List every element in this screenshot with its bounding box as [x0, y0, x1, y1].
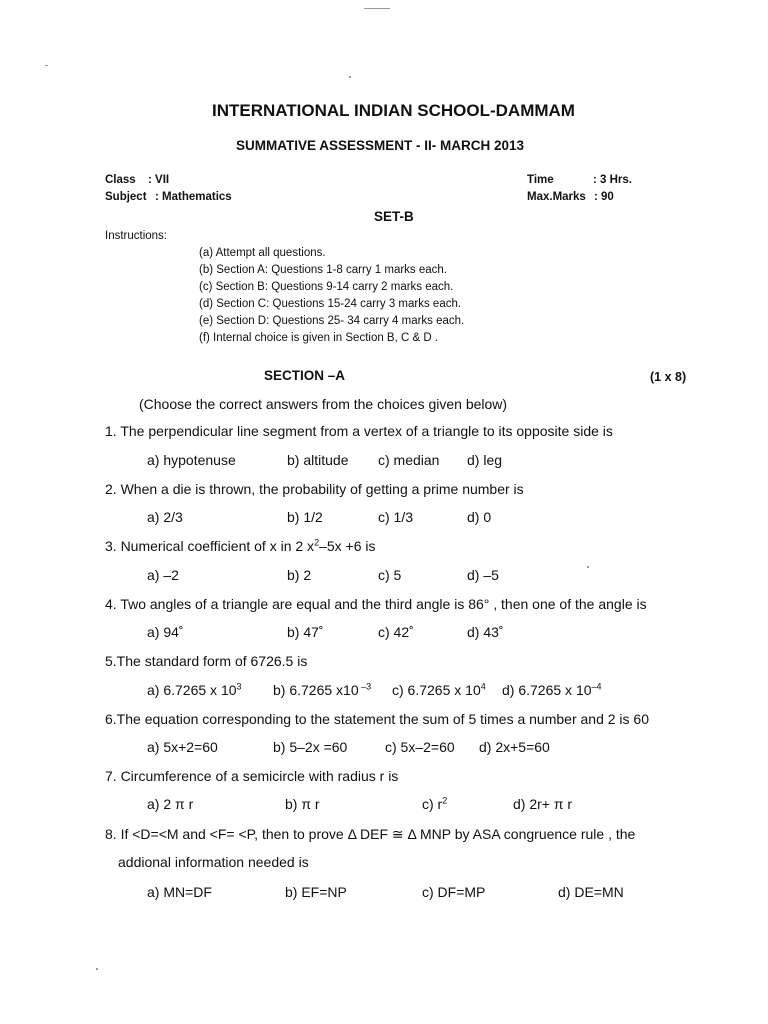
question-3: 3. Numerical coefficient of x in 2 $x^2-5x +6$ is — [105, 537, 376, 554]
section-directive: (Choose the correct answers from the choices given below) — [139, 396, 508, 412]
option-a: a) hypotenuse — [147, 452, 236, 468]
class-value: : VII — [148, 174, 170, 186]
instruction-item: (a) Attempt all questions. — [199, 247, 326, 259]
instructions-title: Instructions: — [105, 230, 167, 242]
option-c: c) 5x–2=60 — [385, 739, 455, 755]
question-5: 5.The standard form of 6726.5 is — [105, 653, 308, 669]
option-b: b) altitude — [287, 452, 349, 468]
instruction-item: (e) Section D: Questions 25- 34 carry 4 marks each. — [199, 315, 465, 327]
instruction-item: (d) Section C: Questions 15-24 carry 3 marks each. — [199, 298, 462, 310]
question-2: 2. When a die is thrown, the probability of getting a prime number is — [105, 481, 524, 497]
option-a: a) MN=DF — [147, 884, 212, 900]
instruction-item: (c) Section B: Questions 9-14 carry 2 marks each. — [199, 281, 454, 293]
option-c: c) 42˚ — [378, 624, 414, 640]
option-d: d) 0 — [467, 509, 492, 525]
option-b: b) π r — [285, 796, 320, 812]
exam-title: SUMMATIVE ASSESSMENT - II- MARCH 2013 — [236, 138, 525, 153]
scan-mark — [364, 8, 390, 9]
option-c: c) DF=MP — [422, 884, 486, 900]
option-d: d) 6.7265 x $10^{-4}$ — [502, 681, 602, 698]
school-name: INTERNATIONAL INDIAN SCHOOL-DAMMAM — [212, 101, 575, 120]
scan-speck — [587, 566, 589, 568]
option-d: d) –5 — [467, 567, 499, 583]
option-c: c) $r^2$ — [422, 795, 448, 812]
option-a: a) 2 π r — [147, 796, 194, 812]
option-d: d) 2r+ π r — [513, 796, 573, 812]
time-value: : 3 Hrs. — [593, 174, 632, 186]
instruction-item: (f) Internal choice is given in Section B, C & D . — [199, 332, 439, 344]
subject-label: Subject — [105, 191, 147, 203]
option-c: c) 1/3 — [378, 509, 414, 525]
option-b: b) 5–2x =60 — [273, 739, 348, 755]
question-1: 1. The perpendicular line segment from a vertex of a triangle to its opposite side is — [105, 423, 613, 439]
option-b: b) EF=NP — [285, 884, 347, 900]
max-marks-value: : 90 — [594, 191, 614, 203]
option-a: a) 2/3 — [147, 509, 183, 525]
max-marks-label: Max.Marks — [527, 191, 586, 203]
option-c: c) 6.7265 x $10^4$ — [392, 681, 486, 698]
option-b: b) 6.7265 x10 $^{-3}$ — [273, 681, 372, 698]
question-8: 8. If <D=<M and <F= <P, then to prove Δ DEF ≅ Δ MNP by ASA congruence rule , the — [105, 826, 636, 842]
scan-speck — [45, 65, 48, 66]
option-d: d) 2x+5=60 — [479, 739, 550, 755]
option-b: b) 1/2 — [287, 509, 323, 525]
option-d: d) leg — [467, 452, 503, 468]
scan-speck — [349, 76, 351, 78]
option-b: b) 2 — [287, 567, 312, 583]
option-b: b) 47˚ — [287, 624, 324, 640]
option-a: a) 94˚ — [147, 624, 184, 640]
section-title: SECTION –A — [264, 368, 346, 383]
class-label: Class — [105, 174, 136, 186]
option-c: c) median — [378, 452, 440, 468]
set-label: SET-B — [374, 209, 414, 224]
option-a: a) –2 — [147, 567, 179, 583]
scan-speck — [96, 968, 98, 970]
question-8-continued: addional information needed is — [118, 854, 309, 870]
question-4: 4. Two angles of a triangle are equal and the third angle is 86° , then one of the angle is — [105, 596, 647, 612]
instruction-item: (b) Section A: Questions 1-8 carry 1 marks each. — [199, 264, 447, 276]
option-c: c) 5 — [378, 567, 402, 583]
option-a: a) 6.7265 x $10^3$ — [147, 681, 242, 698]
subject-value: : Mathematics — [155, 191, 232, 203]
option-d: d) DE=MN — [558, 884, 624, 900]
time-label: Time — [527, 174, 554, 186]
option-d: d) 43˚ — [467, 624, 504, 640]
question-6: 6.The equation corresponding to the statement the sum of 5 times a number and 2 is 60 — [105, 711, 649, 727]
section-marks: (1 x 8) — [650, 370, 687, 384]
question-7: 7. Circumference of a semicircle with radius r is — [105, 768, 399, 784]
option-a: a) 5x+2=60 — [147, 739, 218, 755]
